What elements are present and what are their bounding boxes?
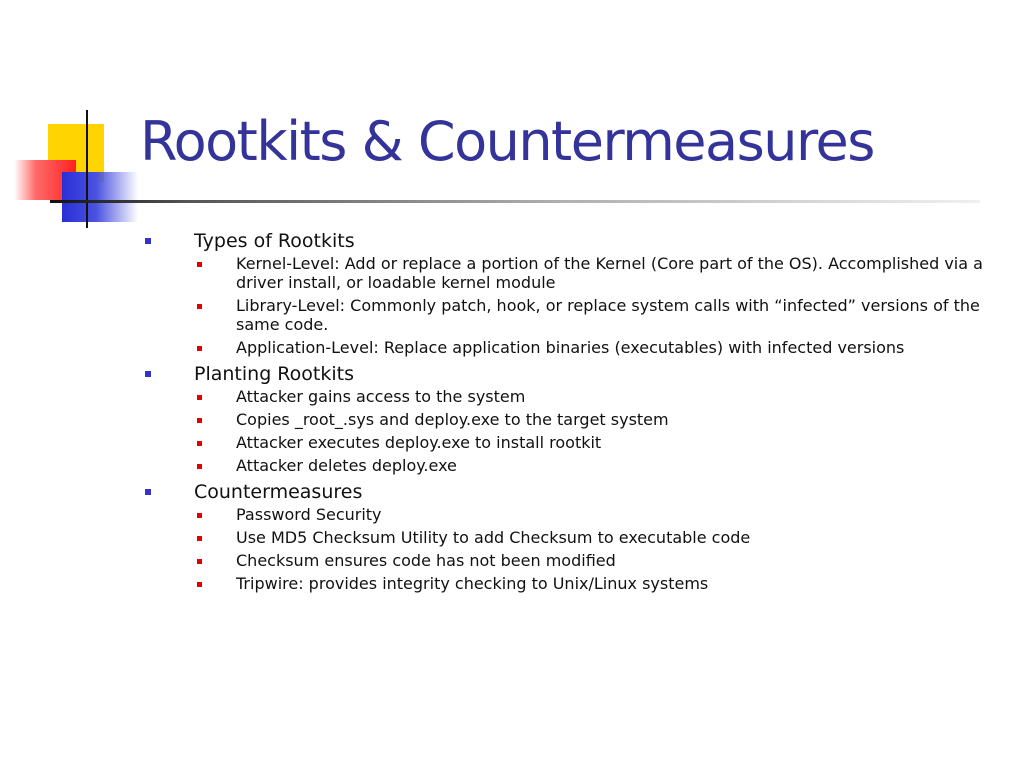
list-item <box>140 410 1000 429</box>
list-item <box>140 296 1000 334</box>
slide-title: Rootkits & Countermeasures <box>140 110 874 173</box>
square-bullet-icon <box>197 536 202 541</box>
list-item <box>140 387 1000 406</box>
list-item <box>140 551 1000 570</box>
square-bullet-icon <box>197 418 202 423</box>
list-item-text: Attacker gains access to the system <box>236 387 526 406</box>
square-bullet-icon <box>197 395 202 400</box>
list-item <box>140 338 1000 357</box>
section-heading <box>140 361 1000 387</box>
slide-content <box>140 226 1000 597</box>
list-item-text: Tripwire: provides integrity checking to Unix/Linux systems <box>236 574 709 593</box>
square-bullet-icon <box>197 559 202 564</box>
list-item <box>140 433 1000 452</box>
list-item-text: Kernel-Level: Add or replace a portion of the Kernel (Core part of the OS). Accomplished via a driver install, or loadable kernel module <box>236 254 983 292</box>
section-items <box>140 505 1000 593</box>
decor-blue-square <box>62 172 138 222</box>
section-items <box>140 254 1000 357</box>
list-item-text: Copies _root_.sys and deploy.exe to the target system <box>236 410 669 429</box>
list-item-text: Attacker deletes deploy.exe <box>236 456 457 475</box>
title-underline <box>50 200 980 203</box>
square-bullet-icon <box>197 464 202 469</box>
square-bullet-icon <box>197 582 202 587</box>
list-item-text: Library-Level: Commonly patch, hook, or replace system calls with “infected” versions of the same code. <box>236 296 980 334</box>
section-items <box>140 387 1000 475</box>
square-bullet-icon <box>197 304 202 309</box>
square-bullet-icon <box>145 238 151 244</box>
square-bullet-icon <box>197 262 202 267</box>
square-bullet-icon <box>145 489 151 495</box>
list-item <box>140 528 1000 547</box>
square-bullet-icon <box>145 371 151 377</box>
square-bullet-icon <box>197 513 202 518</box>
section-heading-text: Countermeasures <box>194 481 363 503</box>
list-item <box>140 574 1000 593</box>
list-item-text: Password Security <box>236 505 382 524</box>
list-item-text: Attacker executes deploy.exe to install rootkit <box>236 433 602 452</box>
list-item-text: Application-Level: Replace application binaries (executables) with infected versions <box>236 338 905 357</box>
section-heading-text: Types of Rootkits <box>194 230 355 252</box>
list-item-text: Checksum ensures code has not been modified <box>236 551 616 570</box>
section-heading <box>140 228 1000 254</box>
square-bullet-icon <box>197 441 202 446</box>
list-item <box>140 456 1000 475</box>
square-bullet-icon <box>197 346 202 351</box>
list-item <box>140 505 1000 524</box>
list-item <box>140 254 1000 292</box>
section-heading <box>140 479 1000 505</box>
section-heading-text: Planting Rootkits <box>194 363 354 385</box>
decor-vertical-line <box>86 110 88 228</box>
list-item-text: Use MD5 Checksum Utility to add Checksum to executable code <box>236 528 751 547</box>
